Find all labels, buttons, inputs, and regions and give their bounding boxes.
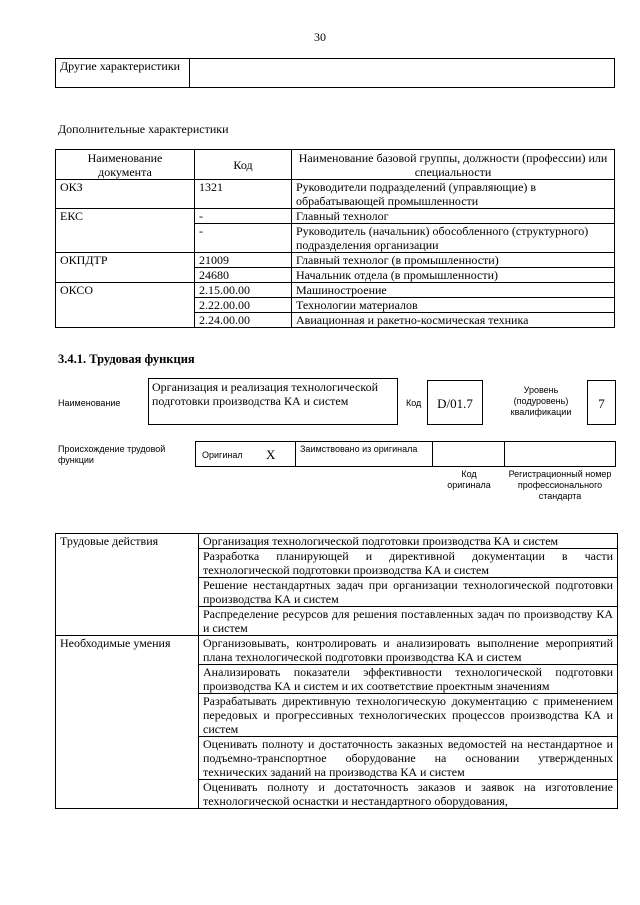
origin-label: Происхождение трудовой функции [58,444,166,465]
row-name: Авиационная и ракетно-космическая техника [292,313,615,328]
duty-item: Организация технологической подготовки производства КА и систем [199,534,618,549]
row-name: Руководители подразделений (управляющие) в обрабатывающей промышленности [292,180,615,209]
skill-item: Анализировать показатели эффективности технологической подготовки производства КА и систем и их соответствие проектным значениям [199,665,618,694]
function-level-box [587,380,616,425]
row-code: - [195,224,292,253]
code-original-caption: Код оригинала [447,469,491,490]
other-characteristics-table [55,58,615,88]
original-label: Оригинал [202,450,243,460]
header-document: Наименование документа [56,150,195,180]
additional-table [55,149,615,328]
row-code: 21009 [195,253,292,268]
row-name: Главный технолог [292,209,615,224]
duty-item: Разработка планирующей и директивной документации в части технологической подготовки производства КА и систем [199,549,618,578]
original-mark: X [266,447,276,462]
borrowed-label: Заимствовано из оригинала [300,444,418,454]
duties-table [55,533,618,809]
row-code: 2.22.00.00 [195,298,292,313]
reg-number-box [504,441,616,467]
skill-item: Разрабатывать директивную технологическую документацию с применением передовых и прогрессивных технологических процессов производства КА и систем [199,694,618,737]
duties-label: Трудовые действия [56,534,199,636]
level-label: Уровень (подуровень) квалификации [510,385,572,417]
row-code: 1321 [195,180,292,209]
skill-item: Оценивать полноту и достаточность заказов и заявок на изготовление технологической оснастки и нестандартного оборудования, [199,780,618,809]
skill-item: Оценивать полноту и достаточность заказных ведомостей на нестандартное и подъемно-транспортное оборудование на основании утвержденных технических заданий на производства КА и систем [199,737,618,780]
page-number: 30 [314,30,326,44]
row-name: Главный технолог (в промышленности) [292,253,615,268]
code-label: Код [406,398,422,408]
labor-function-heading: 3.4.1. Трудовая функция [58,352,195,366]
row-doc: ЕКС [56,209,195,253]
duty-item: Решение нестандартных задач при организации технологической подготовки производства КА и систем [199,578,618,607]
row-name: Машиностроение [292,283,615,298]
row-name: Технологии материалов [292,298,615,313]
row-code: - [195,209,292,224]
function-code-box [427,380,483,425]
row-doc: ОКСО [56,283,195,328]
skills-label: Необходимые умения [56,636,199,809]
original-box [195,441,296,467]
other-characteristics-value [190,59,615,88]
skill-item: Организовывать, контролировать и анализировать выполнение мероприятий плана технологической подготовки производства КА и систем [199,636,618,665]
header-name: Наименование базовой группы, должности (профессии) или специальности [292,150,615,180]
function-name-value: Организация и реализация технологической подготовки производства КА и систем [152,380,378,408]
additional-heading: Дополнительные характеристики [58,122,229,136]
row-doc: ОКЗ [56,180,195,209]
function-code-value: D/01.7 [437,396,473,411]
row-code: 2.24.00.00 [195,313,292,328]
code-original-box [432,441,505,467]
row-name: Руководитель (начальник) обособленного (структурного) подразделения организации [292,224,615,253]
row-code: 24680 [195,268,292,283]
duty-item: Распределение ресурсов для решения поставленных задач по производству КА и систем [199,607,618,636]
other-characteristics-label: Другие характеристики [56,59,190,88]
function-name-box [148,378,398,425]
row-name: Начальник отдела (в промышленности) [292,268,615,283]
borrowed-box [295,441,433,467]
row-code: 2.15.00.00 [195,283,292,298]
function-level-value: 7 [598,396,605,411]
name-label: Наименование [58,398,121,408]
row-doc: ОКПДТР [56,253,195,283]
header-code: Код [195,150,292,180]
reg-number-caption: Регистрационный номер профессионального стандарта [508,469,612,501]
